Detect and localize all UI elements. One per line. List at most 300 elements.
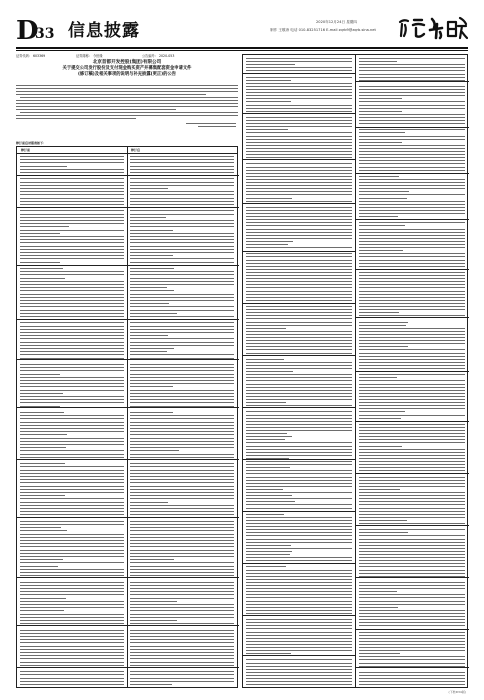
text-line xyxy=(130,182,234,183)
text-line xyxy=(359,111,402,112)
text-line xyxy=(359,281,465,282)
text-line xyxy=(20,556,124,557)
text-line xyxy=(246,139,352,140)
text-line xyxy=(20,431,124,432)
text-line xyxy=(246,129,288,130)
text-line xyxy=(359,148,465,149)
text-line xyxy=(359,560,465,561)
text-line xyxy=(130,287,167,288)
text-line xyxy=(20,559,63,560)
text-line xyxy=(359,95,465,96)
text-line xyxy=(130,505,234,506)
text-line xyxy=(130,252,234,253)
text-line xyxy=(20,390,124,391)
text-line xyxy=(20,367,124,368)
text-line xyxy=(130,434,234,435)
text-line xyxy=(359,201,465,202)
text-line xyxy=(20,329,124,330)
text-line xyxy=(20,402,124,403)
text-line xyxy=(359,501,465,502)
text-line xyxy=(130,172,234,173)
text-line xyxy=(246,458,289,459)
row-rule xyxy=(243,655,355,656)
text-line xyxy=(246,560,352,561)
text-line xyxy=(246,101,291,102)
text-line xyxy=(130,166,234,167)
text-line xyxy=(359,179,465,180)
text-line xyxy=(246,663,352,664)
text-line xyxy=(20,169,124,170)
text-line xyxy=(246,275,352,276)
text-line xyxy=(359,64,465,65)
text-line xyxy=(359,601,465,602)
text-line xyxy=(20,476,124,477)
text-line xyxy=(359,495,465,496)
text-line xyxy=(20,610,64,611)
text-line xyxy=(359,616,465,617)
text-line xyxy=(359,638,465,639)
text-line xyxy=(246,492,352,493)
text-line xyxy=(246,526,352,527)
text-line xyxy=(359,108,465,109)
text-line xyxy=(359,244,465,245)
text-line xyxy=(130,178,234,179)
text-line xyxy=(246,650,352,651)
text-line xyxy=(20,652,124,653)
company-name: 北京首都开发控股(集团)有限公司 xyxy=(92,60,162,65)
text-line xyxy=(130,390,234,391)
page-body xyxy=(16,54,468,688)
text-line xyxy=(246,132,352,133)
text-line xyxy=(130,681,234,682)
text-line xyxy=(359,610,465,611)
text-line xyxy=(246,504,352,505)
text-line xyxy=(20,354,124,355)
text-line xyxy=(359,532,408,533)
text-line xyxy=(359,511,465,512)
text-line xyxy=(20,210,124,211)
text-line xyxy=(359,464,465,465)
row-rule xyxy=(243,73,355,74)
text-line xyxy=(130,290,174,291)
text-line xyxy=(130,236,234,237)
text-line xyxy=(130,502,168,503)
text-line xyxy=(246,396,352,397)
text-line xyxy=(130,249,234,250)
text-line xyxy=(20,415,124,416)
text-line xyxy=(20,297,124,298)
column-divider xyxy=(127,147,128,687)
text-line xyxy=(246,198,292,199)
header-before: 修订前 xyxy=(21,148,31,152)
row-rule xyxy=(17,517,239,518)
text-line xyxy=(246,325,352,326)
text-line xyxy=(246,588,352,589)
text-line xyxy=(130,466,234,467)
text-line xyxy=(359,331,465,332)
text-line xyxy=(20,178,124,179)
text-line xyxy=(130,431,234,432)
text-line xyxy=(20,575,124,576)
text-line xyxy=(130,610,234,611)
text-line xyxy=(130,642,234,643)
text-line xyxy=(246,427,352,428)
announcement-block xyxy=(16,54,238,688)
text-line xyxy=(359,684,465,685)
text-line xyxy=(20,594,124,595)
text-line xyxy=(359,334,465,335)
text-line xyxy=(246,349,352,350)
text-line xyxy=(20,508,124,509)
text-line xyxy=(130,598,234,599)
text-line xyxy=(359,229,465,230)
short-value: 今世缘 xyxy=(93,54,103,58)
text-line xyxy=(246,359,284,360)
text-line xyxy=(20,607,124,608)
text-line xyxy=(130,508,234,509)
text-line xyxy=(359,377,397,378)
text-line xyxy=(359,309,465,310)
text-line xyxy=(359,278,465,279)
text-line xyxy=(246,232,352,233)
text-line xyxy=(130,335,168,336)
text-line xyxy=(20,450,124,451)
text-line xyxy=(20,370,124,371)
text-line xyxy=(359,597,465,598)
text-line xyxy=(130,457,234,458)
text-line xyxy=(130,489,234,490)
text-line xyxy=(130,454,234,455)
text-line xyxy=(20,655,124,656)
text-line xyxy=(20,342,124,343)
text-line xyxy=(20,166,67,167)
text-line xyxy=(130,377,234,378)
text-line xyxy=(20,233,60,234)
text-line xyxy=(359,194,465,195)
text-line xyxy=(246,105,352,106)
text-line xyxy=(130,194,234,195)
text-line xyxy=(359,80,465,81)
text-line xyxy=(130,284,234,285)
text-line xyxy=(20,262,60,263)
text-line xyxy=(130,396,234,397)
text-line xyxy=(359,222,465,223)
text-line xyxy=(20,678,124,679)
text-line xyxy=(130,639,234,640)
text-line xyxy=(359,470,465,471)
text-line xyxy=(246,659,352,660)
row-rule xyxy=(243,251,355,252)
section-letter: D xyxy=(16,16,39,46)
text-line xyxy=(130,230,173,231)
row-rule xyxy=(243,113,355,114)
text-line xyxy=(246,95,352,96)
text-line xyxy=(359,393,465,394)
text-line xyxy=(246,86,352,87)
text-line xyxy=(359,520,407,521)
text-line xyxy=(20,425,124,426)
text-line xyxy=(130,415,234,416)
text-line xyxy=(246,464,352,465)
text-line xyxy=(359,132,405,133)
text-line xyxy=(359,402,465,403)
text-line xyxy=(359,374,465,375)
text-line xyxy=(246,384,352,385)
text-line xyxy=(246,452,352,453)
text-line xyxy=(130,674,234,675)
text-line xyxy=(130,358,234,359)
text-line xyxy=(246,498,352,499)
text-line xyxy=(130,393,234,394)
text-line xyxy=(246,439,285,440)
text-line xyxy=(20,428,124,429)
text-line xyxy=(246,229,352,230)
row-rule xyxy=(355,81,469,82)
table-caption: 修订前后对照表如下： xyxy=(16,141,47,145)
text-line xyxy=(246,98,352,99)
text-line xyxy=(130,575,234,576)
text-line xyxy=(130,582,234,583)
text-line xyxy=(359,61,397,62)
text-line xyxy=(359,67,465,68)
text-line xyxy=(359,498,465,499)
text-line xyxy=(130,198,234,199)
text-line xyxy=(246,157,352,158)
text-line xyxy=(130,214,234,215)
text-line xyxy=(359,74,465,75)
text-line xyxy=(359,625,465,626)
text-line xyxy=(130,620,177,621)
text-line xyxy=(246,269,352,270)
text-line xyxy=(359,291,465,292)
text-line xyxy=(20,345,124,346)
text-line xyxy=(20,658,124,659)
text-line xyxy=(246,477,352,478)
notice-value: 2020-053 xyxy=(159,54,175,58)
text-line xyxy=(130,470,234,471)
text-line xyxy=(359,517,465,518)
text-line xyxy=(246,613,352,614)
text-line xyxy=(359,275,465,276)
text-line xyxy=(246,173,352,174)
text-line xyxy=(246,219,352,220)
text-line xyxy=(130,633,234,634)
text-line xyxy=(20,303,124,304)
text-line xyxy=(246,405,352,406)
text-line xyxy=(130,297,234,298)
text-line xyxy=(20,463,65,464)
text-line xyxy=(246,594,352,595)
text-line xyxy=(130,210,234,211)
text-line xyxy=(130,258,234,259)
row-rule xyxy=(17,265,239,266)
text-line xyxy=(130,406,234,407)
text-line xyxy=(246,501,295,502)
text-line xyxy=(130,268,174,269)
text-line xyxy=(246,222,352,223)
text-line xyxy=(246,638,352,639)
text-line xyxy=(246,669,352,670)
text-line xyxy=(359,508,465,509)
text-line xyxy=(246,315,352,316)
text-line xyxy=(130,262,234,263)
text-line xyxy=(359,489,400,490)
announcement-title xyxy=(24,66,230,78)
text-line xyxy=(359,408,465,409)
row-rule xyxy=(17,577,239,578)
text-line xyxy=(359,312,399,313)
text-line xyxy=(20,642,124,643)
text-line xyxy=(359,157,465,158)
text-line xyxy=(130,617,234,618)
text-line xyxy=(246,402,286,403)
masthead-rule xyxy=(16,47,468,49)
text-line xyxy=(359,430,465,431)
text-line xyxy=(359,672,465,673)
text-line xyxy=(359,272,465,273)
text-line xyxy=(130,636,234,637)
text-line xyxy=(246,151,352,152)
row-rule xyxy=(355,127,469,128)
text-line xyxy=(130,274,234,275)
text-line xyxy=(20,438,124,439)
text-line xyxy=(359,452,465,453)
text-line xyxy=(130,623,234,624)
text-line xyxy=(20,162,124,163)
text-line xyxy=(246,89,352,90)
text-line xyxy=(359,458,465,459)
text-line xyxy=(20,364,124,365)
text-line xyxy=(130,242,234,243)
text-line xyxy=(359,263,465,264)
text-line xyxy=(359,207,465,208)
text-line xyxy=(246,346,352,347)
text-line xyxy=(130,255,173,256)
text-line xyxy=(246,393,352,394)
text-line xyxy=(246,551,292,552)
text-line xyxy=(130,191,234,192)
text-line xyxy=(20,588,124,589)
text-line xyxy=(359,446,402,447)
text-line xyxy=(246,653,291,654)
text-line xyxy=(359,585,465,586)
text-line xyxy=(20,636,124,637)
masthead xyxy=(16,14,468,46)
text-line xyxy=(359,297,465,298)
text-line xyxy=(246,331,352,332)
text-line xyxy=(20,406,60,407)
text-line xyxy=(246,390,352,391)
text-line xyxy=(130,300,234,301)
text-line xyxy=(359,362,465,363)
text-line xyxy=(130,374,234,375)
text-line xyxy=(359,349,465,350)
text-line xyxy=(246,601,352,602)
text-line xyxy=(246,635,352,636)
text-line xyxy=(359,576,465,577)
text-line xyxy=(359,225,405,226)
text-line xyxy=(246,604,352,605)
row-rule xyxy=(17,359,239,360)
text-line xyxy=(246,70,352,71)
text-line xyxy=(246,486,352,487)
text-line xyxy=(246,520,352,521)
text-line xyxy=(246,455,352,456)
comparison-table xyxy=(16,146,238,688)
text-line xyxy=(20,188,124,189)
code-value: 603369 xyxy=(33,54,46,58)
text-line xyxy=(20,194,124,195)
text-line xyxy=(20,498,124,499)
text-line xyxy=(20,386,124,387)
text-line xyxy=(359,613,465,614)
text-line xyxy=(246,256,352,257)
text-line xyxy=(359,139,465,140)
text-line xyxy=(359,570,465,571)
text-line xyxy=(20,412,64,413)
text-line xyxy=(20,543,124,544)
text-line xyxy=(359,213,465,214)
text-line xyxy=(359,380,465,381)
text-line xyxy=(359,191,409,192)
text-line xyxy=(246,523,352,524)
text-line xyxy=(359,619,465,620)
text-line xyxy=(20,358,124,359)
text-line xyxy=(246,371,293,372)
text-line xyxy=(20,281,124,282)
text-line xyxy=(359,167,465,168)
row-rule xyxy=(355,577,469,578)
text-line xyxy=(359,359,465,360)
text-line xyxy=(246,483,352,484)
text-line xyxy=(20,482,124,483)
text-line xyxy=(359,387,465,388)
text-line xyxy=(359,114,465,115)
text-line xyxy=(20,674,124,675)
text-line xyxy=(130,380,234,381)
text-line xyxy=(20,617,124,618)
text-line xyxy=(246,148,352,149)
text-line xyxy=(246,92,352,93)
text-line xyxy=(20,572,124,573)
text-line xyxy=(130,345,234,346)
text-line xyxy=(359,294,465,295)
text-line xyxy=(359,346,408,347)
text-line xyxy=(359,461,465,462)
text-line xyxy=(20,447,66,448)
brand-logo-icon xyxy=(396,14,468,42)
text-line xyxy=(20,159,124,160)
text-line xyxy=(246,622,352,623)
text-line xyxy=(130,562,234,563)
text-line xyxy=(246,126,352,127)
text-line xyxy=(246,517,352,518)
text-line xyxy=(359,353,465,354)
text-line xyxy=(246,213,352,214)
text-line xyxy=(359,86,465,87)
text-line xyxy=(246,343,352,344)
text-line xyxy=(359,198,407,199)
text-line xyxy=(130,159,234,160)
announcement-title-line: 关于提交公司发行股份及支付现金购买资产并募集配套资金申请文件 xyxy=(62,66,192,71)
text-line xyxy=(130,441,234,442)
text-line xyxy=(20,671,124,672)
text-line xyxy=(359,415,465,416)
row-rule xyxy=(243,563,355,564)
text-line xyxy=(130,367,234,368)
text-line xyxy=(130,495,234,496)
text-line xyxy=(130,546,234,547)
